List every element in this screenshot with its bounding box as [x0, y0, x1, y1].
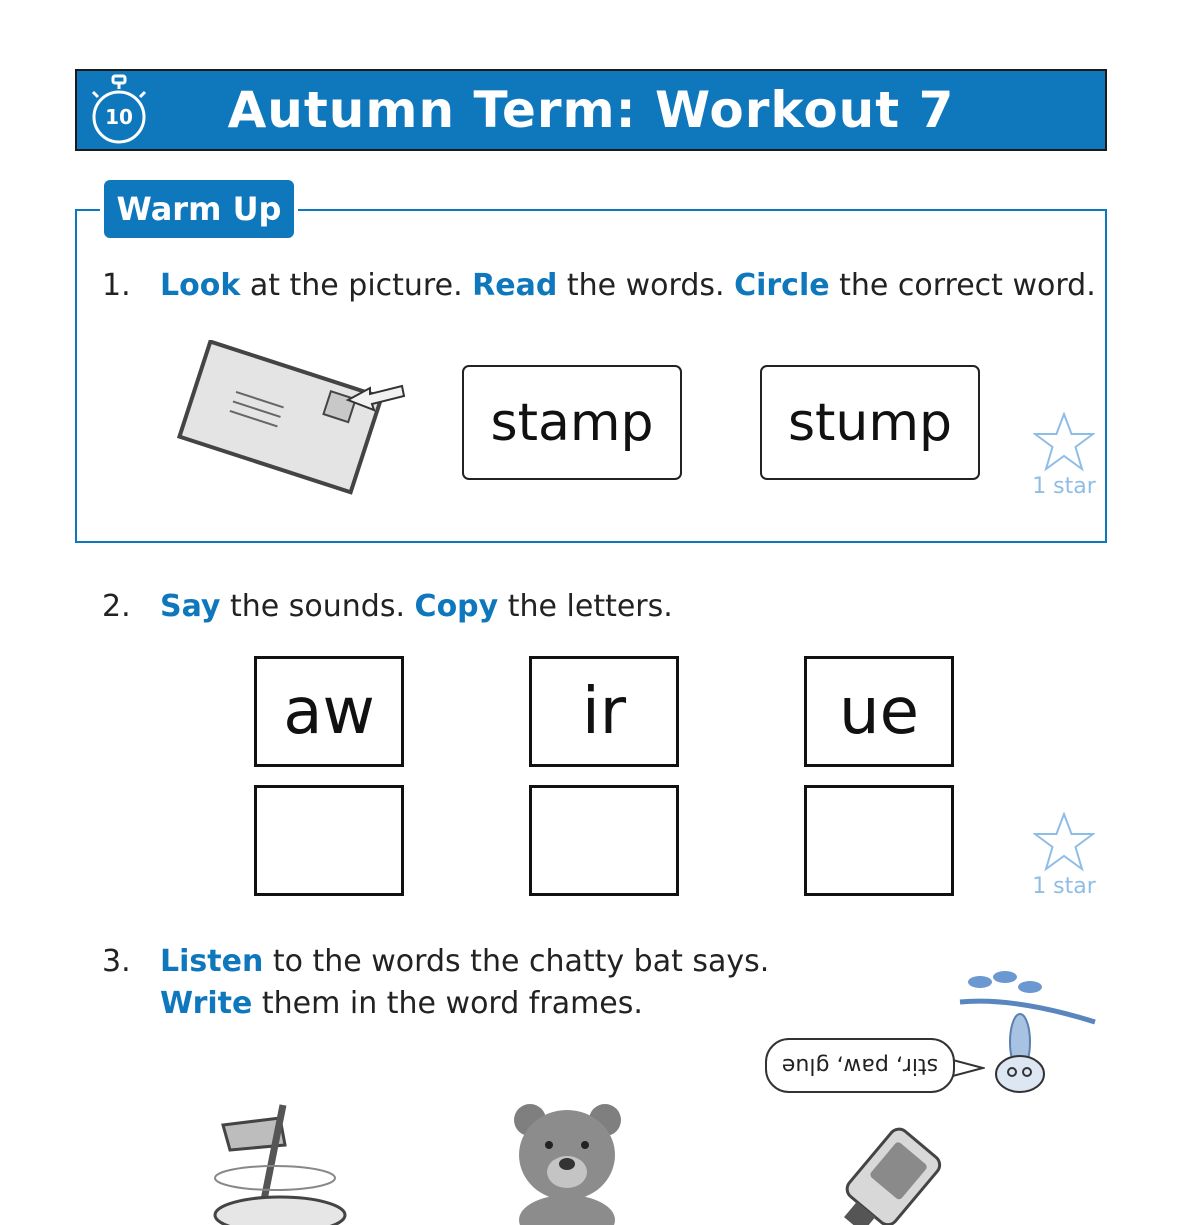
- question-2-instruction: [160, 589, 673, 624]
- instruction-text: the correct word.: [829, 268, 1096, 303]
- keyword-say: Say: [160, 589, 221, 624]
- workout-header: [75, 69, 1107, 151]
- keyword-read: Read: [472, 268, 558, 303]
- keyword-copy: Copy: [414, 589, 499, 624]
- instruction-text: to the words the chatty bat says.: [263, 944, 770, 979]
- copy-box-ue[interactable]: [804, 785, 954, 896]
- bat-speech-bubble: stir, paw, glue: [765, 1038, 955, 1093]
- keyword-circle: Circle: [734, 268, 830, 303]
- star-icon: [1033, 812, 1095, 872]
- instruction-text: at the picture.: [240, 268, 473, 303]
- star-icon: [1033, 412, 1095, 472]
- glue-bottle-icon: [835, 1125, 960, 1225]
- question-3-number: 3.: [102, 944, 131, 979]
- star-label: 1 star: [1032, 474, 1096, 499]
- word-option-stump[interactable]: stump: [760, 365, 980, 480]
- keyword-look: Look: [160, 268, 241, 303]
- star-rating-q1[interactable]: [1024, 412, 1104, 499]
- question-2-number: 2.: [102, 589, 131, 624]
- chatty-bat-icon: [955, 962, 1100, 1097]
- instruction-text: the letters.: [498, 589, 673, 624]
- instruction-text: the sounds.: [220, 589, 415, 624]
- sound-card-ir: ir: [529, 656, 679, 767]
- keyword-listen: Listen: [160, 944, 264, 979]
- instruction-text: them in the word frames.: [252, 986, 643, 1021]
- page-title: Autumn Term: Workout 7: [227, 81, 955, 139]
- envelope-with-stamp-icon: [170, 340, 410, 500]
- question-1-number: 1.: [102, 268, 131, 303]
- sound-card-ue: ue: [804, 656, 954, 767]
- bear-icon: [505, 1100, 630, 1225]
- copy-box-aw[interactable]: [254, 785, 404, 896]
- word-option-stamp[interactable]: stamp: [462, 365, 682, 480]
- warm-up-tab: Warm Up: [100, 176, 298, 242]
- star-label: 1 star: [1032, 874, 1096, 899]
- timer-minutes: 10: [105, 105, 133, 129]
- keyword-write: Write: [160, 986, 253, 1021]
- copy-box-ir[interactable]: [529, 785, 679, 896]
- question-1-instruction: [160, 268, 1096, 303]
- stirring-pot-icon: [205, 1100, 355, 1225]
- sound-card-aw: aw: [254, 656, 404, 767]
- question-3-instruction-line-1: [160, 944, 769, 979]
- star-rating-q2[interactable]: [1024, 812, 1104, 899]
- instruction-text: the words.: [557, 268, 735, 303]
- question-3-instruction-line-2: [160, 986, 643, 1021]
